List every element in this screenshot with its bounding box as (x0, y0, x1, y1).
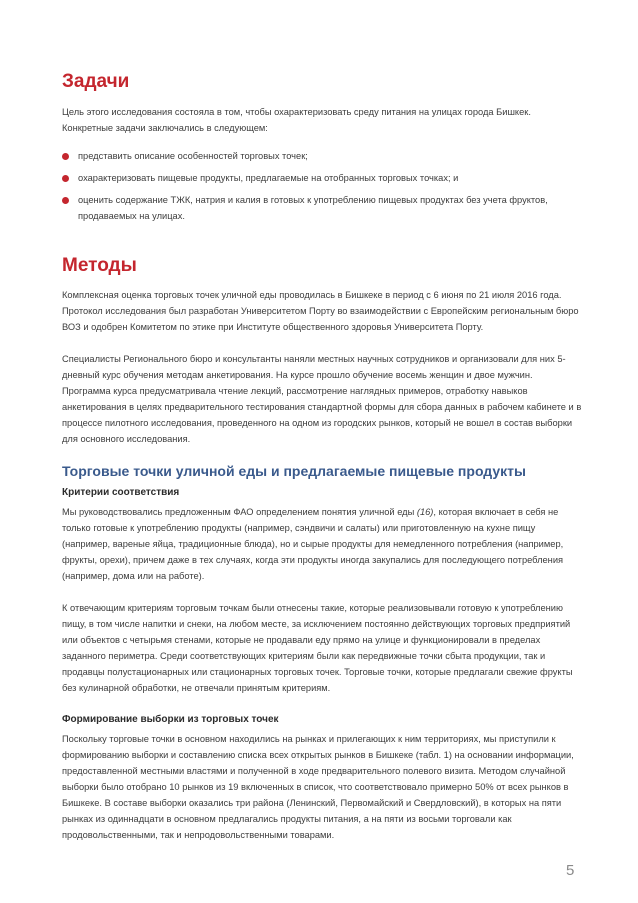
list-item-text: охарактеризовать пищевые продукты, предлагаемые на отобранных торговых точках; и (78, 173, 459, 183)
citation-ref: (16) (416, 507, 434, 517)
criteria-heading: Критерии соответствия (62, 487, 180, 498)
list-item-text: представить описание особенностей торговых точек; (78, 151, 308, 161)
criteria-text: Мы руководствовались предложенным ФАО определением понятия уличной еды (62, 507, 417, 517)
criteria-paragraph (62, 504, 582, 584)
tasks-intro: Цель этого исследования состояла в том, чтобы охарактеризовать среду питания на улицах города Бишкек. Конкретные задачи заключались в следующем: (62, 107, 531, 133)
list-item (62, 170, 582, 186)
list-item-text: оценить содержание ТЖК, натрия и калия в готовых к употреблению пищевых продуктах без учета фруктов, продаваемых на улицах. (78, 195, 548, 221)
bullet-icon (62, 153, 69, 160)
criteria-text: , которая включает в себя не только готовые к употреблению продукты (например, сэндвичи и салаты) или приготовленную на кухне пищу (например, вареные яйца, традиционные блюда), но и сырые продукты для немедленного потребления (например, фрукты, орехи), причем даже в тех случаях, когда эти продукты иногда закупались для последующего потребления (например, дома или на работе). (62, 507, 564, 581)
methods-heading: Методы (62, 255, 137, 276)
page-content (62, 70, 582, 843)
outlets-heading: Торговые точки уличной еды и предлагаемые пищевые продукты (62, 463, 526, 479)
tasks-heading: Задачи (62, 71, 130, 92)
methods-paragraph: Специалисты Регионального бюро и консультанты наняли местных научных сотрудников и организовали для них 5-дневный курс обучения методам анкетирования. На курсе прошло обучение восемь женщин и двое мужчин. Программа курса предусматривала чтение лекций, рассмотрение наглядных примеров, отработку навыков анкетирования в целях предварительного тестирования стандартной формы для сбора данных в рабочем кабинете и в процессе пилотного исследования, проведенного на одном из городских рынков, который не вошел в состав выборки для основного исследования. (62, 354, 582, 444)
page-number: 5 (566, 862, 575, 879)
tasks-list (62, 148, 582, 224)
sampling-paragraph: Поскольку торговые точки в основном находились на рынках и прилегающих к ним территориях, мы приступили к формированию выборки и составлению списка всех открытых рынков в Бишкеке (табл. 1) на основании информации, предоставленной местными властями и полученной в ходе предварительного полевого визита. Методом случайной выборки было отобрано 10 рынков из 19 включенных в список, что соответствовало примерно 50% от всех рынков в Бишкеке. В составе выборки оказались три района (Ленинский, Первомайский и Свердловский), в которых на пяти рынках из одиннадцати в основном предлагались продукты питания, а на пяти из восьми торговали как продовольственными, так и непродовольственными товарами. (62, 734, 574, 840)
bullet-icon (62, 175, 69, 182)
sampling-heading: Формирование выборки из торговых точек (62, 714, 279, 725)
methods-paragraph: Комплексная оценка торговых точек уличной еды проводилась в Бишкеке в период с 6 июня по 21 июля 2016 года. Протокол исследования был разработан Университетом Порту во взаимодействии с Европейским региональным бюро ВОЗ и одобрен Комитетом по этике при Институте общественного здоровья Университета Порту. (62, 290, 579, 332)
criteria-paragraph: К отвечающим критериям торговым точкам были отнесены такие, которые реализовывали готовую к употреблению пищу, в том числе напитки и снеки, на любом месте, за исключением постоянно действующих торговых предприятий или объектов с четырьмя стенами, которые не продавали еду прямо на улице и функционировали в пределах заданного периметра. Среди соответствующих критериям были как передвижные точки сбыта продукции, так и продавцы полустационарных или стационарных торговых точек. Торговые точки, которые предлагали свежие фрукты без кулинарной обработки, не отвечали принятым критериям. (62, 603, 573, 693)
list-item (62, 148, 582, 164)
list-item (62, 192, 582, 224)
bullet-icon (62, 197, 69, 204)
